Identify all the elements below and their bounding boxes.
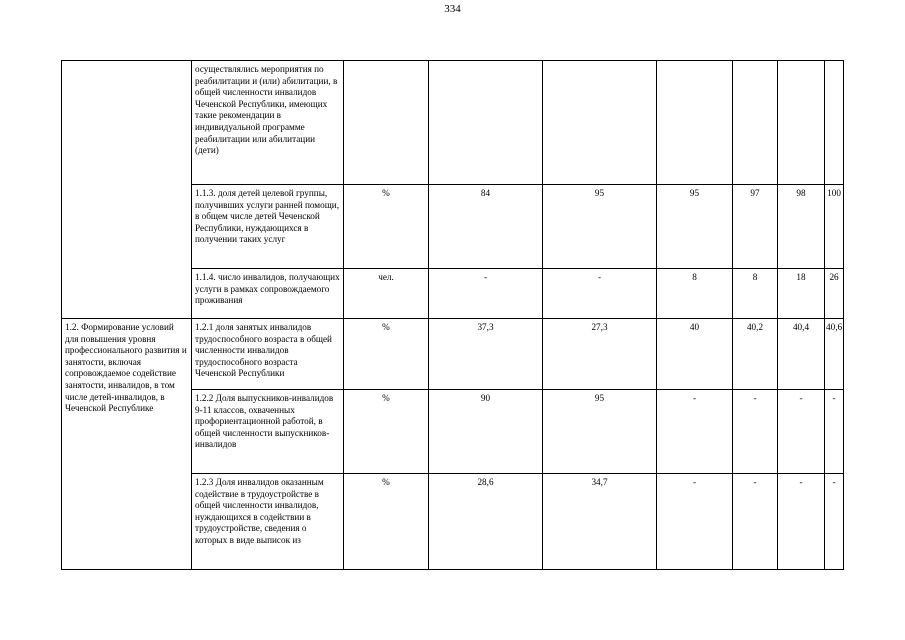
value-cell: -	[543, 269, 657, 319]
indicator-cell: 1.1.3. доля детей целевой группы, получивших услуги ранней помощи, в общем числе детей Чеченской Республики, нуждающихся в получении таких услуг	[192, 185, 344, 269]
value-cell: 84	[429, 185, 543, 269]
value-cell: 37,3	[429, 319, 543, 390]
table-row	[62, 61, 844, 185]
value-cell	[543, 61, 657, 185]
value-cell: -	[778, 390, 825, 474]
value-cell: -	[733, 390, 778, 474]
value-cell: 8	[657, 269, 733, 319]
value-cell: 18	[778, 269, 825, 319]
value-cell: -	[429, 269, 543, 319]
value-cell: 98	[778, 185, 825, 269]
value-cell: 95	[657, 185, 733, 269]
value-cell: 40	[657, 319, 733, 390]
value-cell: 28,6	[429, 474, 543, 570]
indicator-cell: 1.2.2 Доля выпускников-инвалидов 9-11 классов, охваченных профориентационной работой, в общей численности выпускников-инвалидов	[192, 390, 344, 474]
value-cell: -	[657, 474, 733, 570]
indicators-table	[61, 60, 844, 570]
value-cell: 40,6	[825, 319, 844, 390]
value-cell: 26	[825, 269, 844, 319]
value-cell: 8	[733, 269, 778, 319]
unit-cell: %	[344, 185, 429, 269]
indicator-cell: осуществлялись мероприятия по реабилитации и (или) абилитации, в общей численности инвалидов Чеченской Республики, имеющих такие рекомендации в индивидуальной программе реабилитации или абилитации (дети)	[192, 61, 344, 185]
indicator-cell: 1.1.4. число инвалидов, получающих услуги в рамках сопровождаемого проживания	[192, 269, 344, 319]
value-cell: 90	[429, 390, 543, 474]
unit-cell: %	[344, 474, 429, 570]
value-cell: -	[778, 474, 825, 570]
page-number: 334	[444, 3, 461, 15]
value-cell: -	[733, 474, 778, 570]
value-cell: -	[825, 390, 844, 474]
value-cell: 95	[543, 390, 657, 474]
unit-cell: %	[344, 390, 429, 474]
value-cell	[733, 61, 778, 185]
unit-cell	[344, 61, 429, 185]
value-cell: 95	[543, 185, 657, 269]
value-cell: 97	[733, 185, 778, 269]
value-cell: 40,4	[778, 319, 825, 390]
unit-cell: %	[344, 319, 429, 390]
value-cell: -	[825, 474, 844, 570]
value-cell: 40,2	[733, 319, 778, 390]
value-cell	[657, 61, 733, 185]
table-row	[62, 319, 844, 390]
value-cell: 27,3	[543, 319, 657, 390]
value-cell: 34,7	[543, 474, 657, 570]
section-cell	[62, 61, 192, 319]
indicator-cell: 1.2.1 доля занятых инвалидов трудоспособного возраста в общей численности инвалидов трудоспособного возраста Чеченской Республики	[192, 319, 344, 390]
value-cell: -	[657, 390, 733, 474]
unit-cell: чел.	[344, 269, 429, 319]
value-cell	[778, 61, 825, 185]
indicator-cell: 1.2.3 Доля инвалидов оказанным содействие в трудоустройстве в общей численности инвалидов, нуждающихся в содействии в трудоустройстве, сведения о которых в виде выписок из	[192, 474, 344, 570]
value-cell	[429, 61, 543, 185]
value-cell	[825, 61, 844, 185]
section-cell: 1.2. Формирование условий для повышения уровня профессионального развития и занятости, включая сопровождаемое содействие занятости, инвалидов, в том числе детей-инвалидов, в Чеченской Республике	[62, 319, 192, 570]
value-cell: 100	[825, 185, 844, 269]
